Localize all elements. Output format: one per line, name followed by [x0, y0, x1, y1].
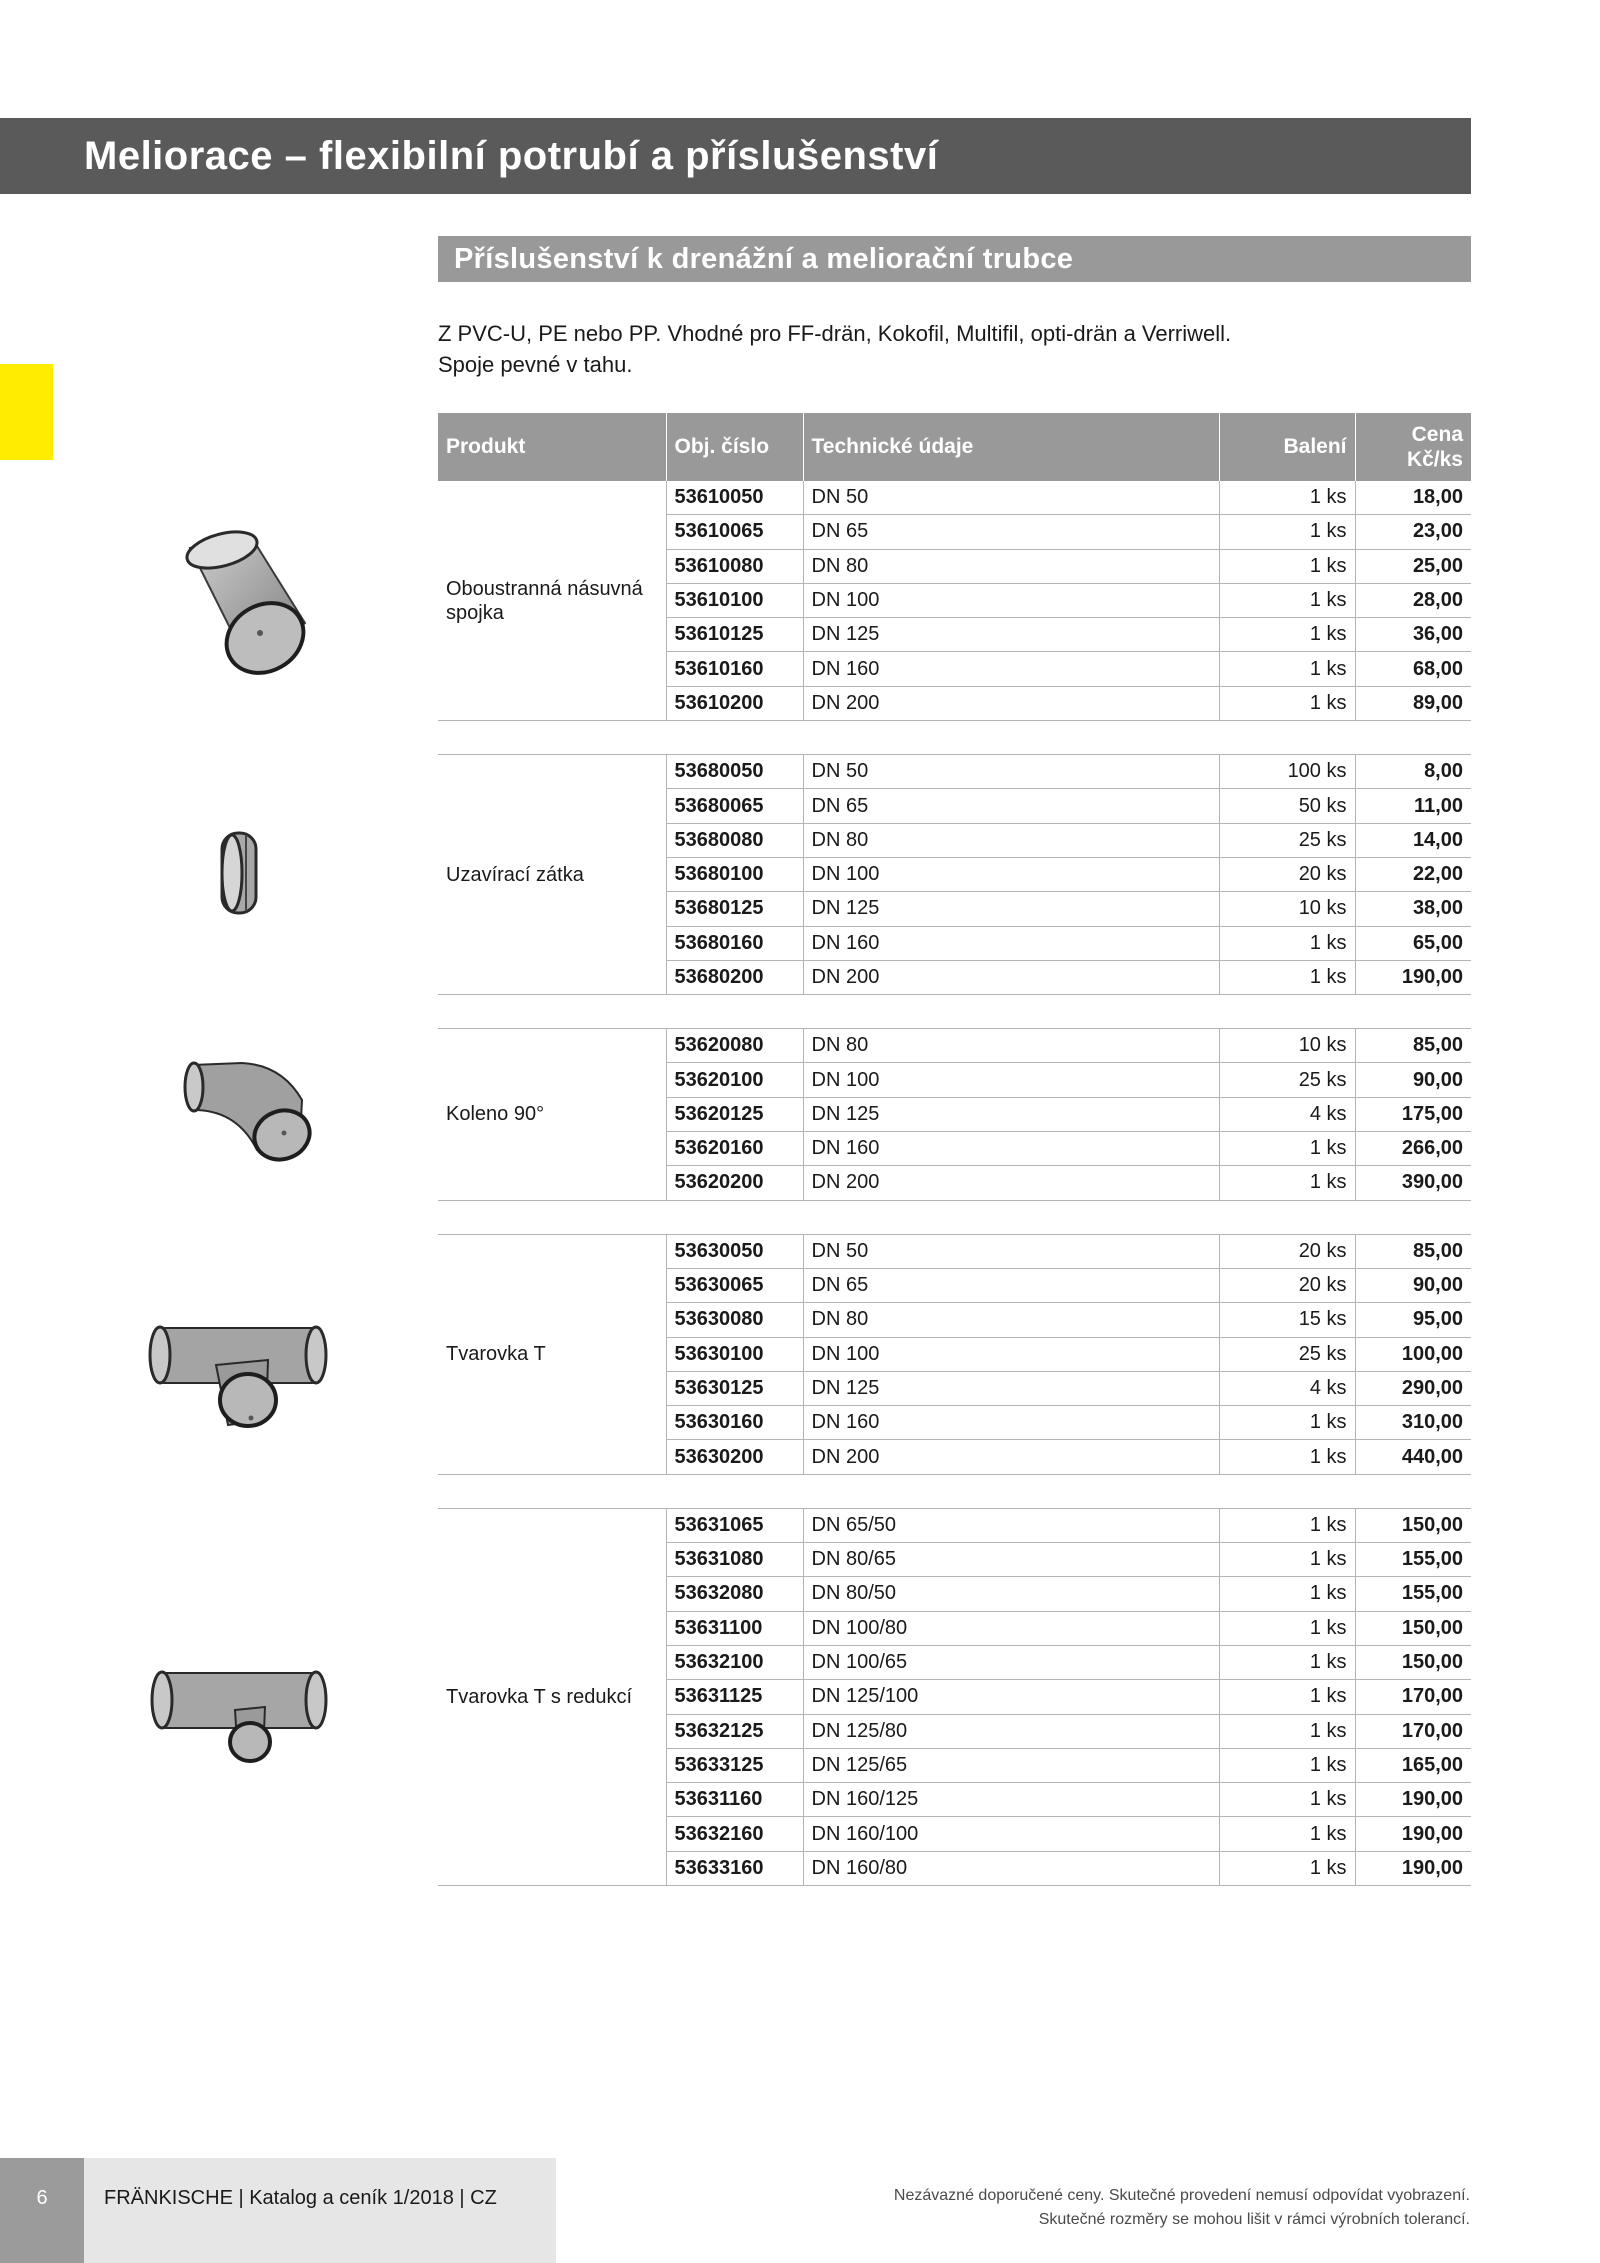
obj-number-cell: 53631080 — [666, 1543, 803, 1577]
obj-number-cell: 53632125 — [666, 1714, 803, 1748]
price-cell: 290,00 — [1355, 1371, 1471, 1405]
group-spacer — [438, 995, 1471, 1029]
tech-spec-cell: DN 200 — [803, 1166, 1219, 1200]
price-cell: 100,00 — [1355, 1337, 1471, 1371]
header-price-line2: Kč/ks — [1406, 448, 1463, 471]
baleni-cell: 1 ks — [1219, 1645, 1355, 1679]
tech-spec-cell: DN 100 — [803, 1337, 1219, 1371]
table-row — [438, 1029, 1471, 1063]
price-cell: 150,00 — [1355, 1508, 1471, 1542]
baleni-cell: 1 ks — [1219, 515, 1355, 549]
baleni-cell: 1 ks — [1219, 1166, 1355, 1200]
header-price — [1355, 413, 1471, 481]
price-cell: 150,00 — [1355, 1611, 1471, 1645]
obj-number-cell: 53632100 — [666, 1645, 803, 1679]
price-cell: 18,00 — [1355, 481, 1471, 515]
tech-spec-cell: DN 125 — [803, 618, 1219, 652]
spacer-cell — [1355, 995, 1471, 1029]
obj-number-cell: 53610125 — [666, 618, 803, 652]
header-price-line1: Cena — [1411, 423, 1463, 446]
table-row — [438, 481, 1471, 515]
baleni-cell: 1 ks — [1219, 926, 1355, 960]
price-cell: 85,00 — [1355, 1029, 1471, 1063]
obj-number-cell: 53610080 — [666, 549, 803, 583]
price-cell: 25,00 — [1355, 549, 1471, 583]
price-cell: 310,00 — [1355, 1406, 1471, 1440]
tech-spec-cell: DN 125/65 — [803, 1748, 1219, 1782]
spacer-cell — [438, 1474, 666, 1508]
baleni-cell: 1 ks — [1219, 1748, 1355, 1782]
tech-spec-cell: DN 65 — [803, 515, 1219, 549]
footer-disclaimer — [894, 2184, 1470, 2232]
obj-number-cell: 53630080 — [666, 1303, 803, 1337]
obj-number-cell: 53630065 — [666, 1268, 803, 1302]
price-cell: 23,00 — [1355, 515, 1471, 549]
baleni-cell: 1 ks — [1219, 549, 1355, 583]
page-number: 6 — [0, 2158, 84, 2263]
tech-spec-cell: DN 125 — [803, 1097, 1219, 1131]
section-intro — [438, 318, 1438, 380]
baleni-cell: 1 ks — [1219, 1440, 1355, 1474]
spacer-cell — [1355, 1474, 1471, 1508]
product-name-cell: Uzavírací zátka — [438, 755, 666, 995]
tech-spec-cell: DN 125/100 — [803, 1680, 1219, 1714]
spacer-cell — [1355, 721, 1471, 755]
tech-spec-cell: DN 160/125 — [803, 1783, 1219, 1817]
baleni-cell: 15 ks — [1219, 1303, 1355, 1337]
section-header — [438, 236, 1471, 282]
obj-number-cell: 53610200 — [666, 686, 803, 720]
price-cell: 22,00 — [1355, 857, 1471, 891]
price-cell: 190,00 — [1355, 1817, 1471, 1851]
obj-number-cell: 53620080 — [666, 1029, 803, 1063]
tech-spec-cell: DN 125 — [803, 892, 1219, 926]
footer-brand: FRÄNKISCHE | Katalog a ceník 1/2018 | CZ — [104, 2187, 497, 2209]
baleni-cell: 1 ks — [1219, 1543, 1355, 1577]
page-title: Meliorace – flexibilní potrubí a příslušenství — [84, 134, 939, 178]
baleni-cell: 1 ks — [1219, 618, 1355, 652]
obj-number-cell: 53680050 — [666, 755, 803, 789]
baleni-cell: 1 ks — [1219, 686, 1355, 720]
tech-spec-cell: DN 50 — [803, 481, 1219, 515]
price-cell: 190,00 — [1355, 1851, 1471, 1885]
elbow-90-icon — [182, 1055, 317, 1165]
price-cell: 89,00 — [1355, 686, 1471, 720]
price-cell: 14,00 — [1355, 823, 1471, 857]
tech-spec-cell: DN 200 — [803, 960, 1219, 994]
double-socket-coupling-icon — [180, 528, 310, 678]
baleni-cell: 1 ks — [1219, 1680, 1355, 1714]
reducing-tee-icon — [150, 1665, 330, 1770]
obj-number-cell: 53620100 — [666, 1063, 803, 1097]
obj-number-cell: 53620200 — [666, 1166, 803, 1200]
baleni-cell: 1 ks — [1219, 1508, 1355, 1542]
price-cell: 85,00 — [1355, 1234, 1471, 1268]
price-cell: 175,00 — [1355, 1097, 1471, 1131]
tech-spec-cell: DN 125 — [803, 1371, 1219, 1405]
baleni-cell: 20 ks — [1219, 857, 1355, 891]
baleni-cell: 20 ks — [1219, 1234, 1355, 1268]
baleni-cell: 1 ks — [1219, 1132, 1355, 1166]
spacer-cell — [666, 995, 803, 1029]
tech-spec-cell: DN 65 — [803, 1268, 1219, 1302]
obj-number-cell: 53610100 — [666, 583, 803, 617]
product-name-cell: Koleno 90° — [438, 1029, 666, 1200]
baleni-cell: 1 ks — [1219, 1611, 1355, 1645]
price-cell: 36,00 — [1355, 618, 1471, 652]
baleni-cell: 1 ks — [1219, 1783, 1355, 1817]
price-cell: 90,00 — [1355, 1063, 1471, 1097]
header-product: Produkt — [438, 413, 666, 481]
tech-spec-cell: DN 160 — [803, 1132, 1219, 1166]
spacer-cell — [666, 721, 803, 755]
price-cell: 266,00 — [1355, 1132, 1471, 1166]
chapter-tab-marker — [0, 364, 53, 460]
spacer-cell — [1219, 995, 1355, 1029]
intro-line-2: Spoje pevné v tahu. — [438, 352, 633, 377]
footer-bar — [0, 2158, 556, 2263]
price-cell: 390,00 — [1355, 1166, 1471, 1200]
spacer-cell — [438, 1200, 666, 1234]
spacer-cell — [803, 1474, 1219, 1508]
obj-number-cell: 53610065 — [666, 515, 803, 549]
obj-number-cell: 53610050 — [666, 481, 803, 515]
table-row — [438, 1508, 1471, 1542]
spacer-cell — [1219, 1200, 1355, 1234]
baleni-cell: 4 ks — [1219, 1097, 1355, 1131]
baleni-cell: 1 ks — [1219, 1406, 1355, 1440]
obj-number-cell: 53630160 — [666, 1406, 803, 1440]
obj-number-cell: 53630050 — [666, 1234, 803, 1268]
spacer-cell — [666, 1200, 803, 1234]
price-cell: 65,00 — [1355, 926, 1471, 960]
tech-spec-cell: DN 125/80 — [803, 1714, 1219, 1748]
price-cell: 8,00 — [1355, 755, 1471, 789]
price-cell: 165,00 — [1355, 1748, 1471, 1782]
page-header — [0, 118, 1471, 194]
baleni-cell: 100 ks — [1219, 755, 1355, 789]
baleni-cell: 1 ks — [1219, 583, 1355, 617]
baleni-cell: 10 ks — [1219, 1029, 1355, 1063]
baleni-cell: 50 ks — [1219, 789, 1355, 823]
tee-fitting-icon — [148, 1320, 328, 1435]
baleni-cell: 25 ks — [1219, 823, 1355, 857]
baleni-cell: 1 ks — [1219, 1851, 1355, 1885]
baleni-cell: 1 ks — [1219, 481, 1355, 515]
footer-note-line1: Nezávazné doporučené ceny. Skutečné provedení nemusí odpovídat vyobrazení. — [893, 2187, 1470, 2204]
price-cell: 95,00 — [1355, 1303, 1471, 1337]
tech-spec-cell: DN 100 — [803, 583, 1219, 617]
product-name-cell: Tvarovka T — [438, 1234, 666, 1474]
obj-number-cell: 53680200 — [666, 960, 803, 994]
baleni-cell: 1 ks — [1219, 960, 1355, 994]
price-cell: 150,00 — [1355, 1645, 1471, 1679]
tech-spec-cell: DN 100 — [803, 1063, 1219, 1097]
spacer-cell — [438, 721, 666, 755]
baleni-cell: 1 ks — [1219, 1714, 1355, 1748]
tech-spec-cell: DN 160/80 — [803, 1851, 1219, 1885]
price-cell: 440,00 — [1355, 1440, 1471, 1474]
obj-number-cell: 53620125 — [666, 1097, 803, 1131]
spacer-cell — [803, 721, 1219, 755]
obj-number-cell: 53680080 — [666, 823, 803, 857]
price-cell: 170,00 — [1355, 1680, 1471, 1714]
product-table — [438, 413, 1471, 1886]
product-name-cell: Tvarovka T s redukcí — [438, 1508, 666, 1885]
price-cell: 170,00 — [1355, 1714, 1471, 1748]
table-body — [438, 481, 1471, 1885]
tech-spec-cell: DN 80/65 — [803, 1543, 1219, 1577]
spacer-cell — [1355, 1200, 1471, 1234]
tech-spec-cell: DN 80 — [803, 823, 1219, 857]
tech-spec-cell: DN 65/50 — [803, 1508, 1219, 1542]
price-cell: 28,00 — [1355, 583, 1471, 617]
tech-spec-cell: DN 100 — [803, 857, 1219, 891]
product-name-cell: Oboustranná násuvná spojka — [438, 481, 666, 721]
spacer-cell — [803, 1200, 1219, 1234]
spacer-cell — [1219, 1474, 1355, 1508]
tech-spec-cell: DN 200 — [803, 1440, 1219, 1474]
obj-number-cell: 53633125 — [666, 1748, 803, 1782]
obj-number-cell: 53620160 — [666, 1132, 803, 1166]
table-row — [438, 755, 1471, 789]
tech-spec-cell: DN 80 — [803, 549, 1219, 583]
tech-spec-cell: DN 100/80 — [803, 1611, 1219, 1645]
obj-number-cell: 53680100 — [666, 857, 803, 891]
price-cell: 190,00 — [1355, 1783, 1471, 1817]
group-spacer — [438, 721, 1471, 755]
tech-spec-cell: DN 80 — [803, 1303, 1219, 1337]
baleni-cell: 1 ks — [1219, 1577, 1355, 1611]
price-cell: 190,00 — [1355, 960, 1471, 994]
price-cell: 155,00 — [1355, 1543, 1471, 1577]
obj-number-cell: 53631100 — [666, 1611, 803, 1645]
tech-spec-cell: DN 200 — [803, 686, 1219, 720]
tech-spec-cell: DN 80 — [803, 1029, 1219, 1063]
obj-number-cell: 53680125 — [666, 892, 803, 926]
obj-number-cell: 53610160 — [666, 652, 803, 686]
obj-number-cell: 53630200 — [666, 1440, 803, 1474]
baleni-cell: 20 ks — [1219, 1268, 1355, 1302]
obj-number-cell: 53632160 — [666, 1817, 803, 1851]
group-spacer — [438, 1200, 1471, 1234]
tech-spec-cell: DN 50 — [803, 755, 1219, 789]
price-cell: 90,00 — [1355, 1268, 1471, 1302]
obj-number-cell: 53631065 — [666, 1508, 803, 1542]
tech-spec-cell: DN 80/50 — [803, 1577, 1219, 1611]
obj-number-cell: 53632080 — [666, 1577, 803, 1611]
end-cap-icon — [210, 825, 270, 920]
price-cell: 155,00 — [1355, 1577, 1471, 1611]
spacer-cell — [666, 1474, 803, 1508]
tech-spec-cell: DN 160/100 — [803, 1817, 1219, 1851]
intro-line-1: Z PVC-U, PE nebo PP. Vhodné pro FF-drän, Kokofil, Multifil, opti-drän a Verriwell. — [438, 321, 1232, 346]
tech-spec-cell: DN 160 — [803, 1406, 1219, 1440]
baleni-cell: 10 ks — [1219, 892, 1355, 926]
tech-spec-cell: DN 100/65 — [803, 1645, 1219, 1679]
tech-spec-cell: DN 65 — [803, 789, 1219, 823]
group-spacer — [438, 1474, 1471, 1508]
obj-number-cell: 53630100 — [666, 1337, 803, 1371]
tech-spec-cell: DN 160 — [803, 926, 1219, 960]
header-baleni: Balení — [1219, 413, 1355, 481]
obj-number-cell: 53631125 — [666, 1680, 803, 1714]
header-obj: Obj. číslo — [666, 413, 803, 481]
obj-number-cell: 53680160 — [666, 926, 803, 960]
section-title: Příslušenství k drenážní a meliorační trubce — [454, 243, 1074, 275]
spacer-cell — [1219, 721, 1355, 755]
table-header-row — [438, 413, 1471, 481]
obj-number-cell: 53680065 — [666, 789, 803, 823]
baleni-cell: 1 ks — [1219, 652, 1355, 686]
baleni-cell: 1 ks — [1219, 1817, 1355, 1851]
footer-note-line2: Skutečné rozměry se mohou lišit v rámci výrobních tolerancí. — [1038, 2211, 1470, 2228]
header-tech: Technické údaje — [803, 413, 1219, 481]
obj-number-cell: 53631160 — [666, 1783, 803, 1817]
price-cell: 68,00 — [1355, 652, 1471, 686]
obj-number-cell: 53633160 — [666, 1851, 803, 1885]
price-cell: 38,00 — [1355, 892, 1471, 926]
baleni-cell: 4 ks — [1219, 1371, 1355, 1405]
spacer-cell — [438, 995, 666, 1029]
price-cell: 11,00 — [1355, 789, 1471, 823]
tech-spec-cell: DN 50 — [803, 1234, 1219, 1268]
baleni-cell: 25 ks — [1219, 1063, 1355, 1097]
tech-spec-cell: DN 160 — [803, 652, 1219, 686]
table-row — [438, 1234, 1471, 1268]
spacer-cell — [803, 995, 1219, 1029]
obj-number-cell: 53630125 — [666, 1371, 803, 1405]
baleni-cell: 25 ks — [1219, 1337, 1355, 1371]
